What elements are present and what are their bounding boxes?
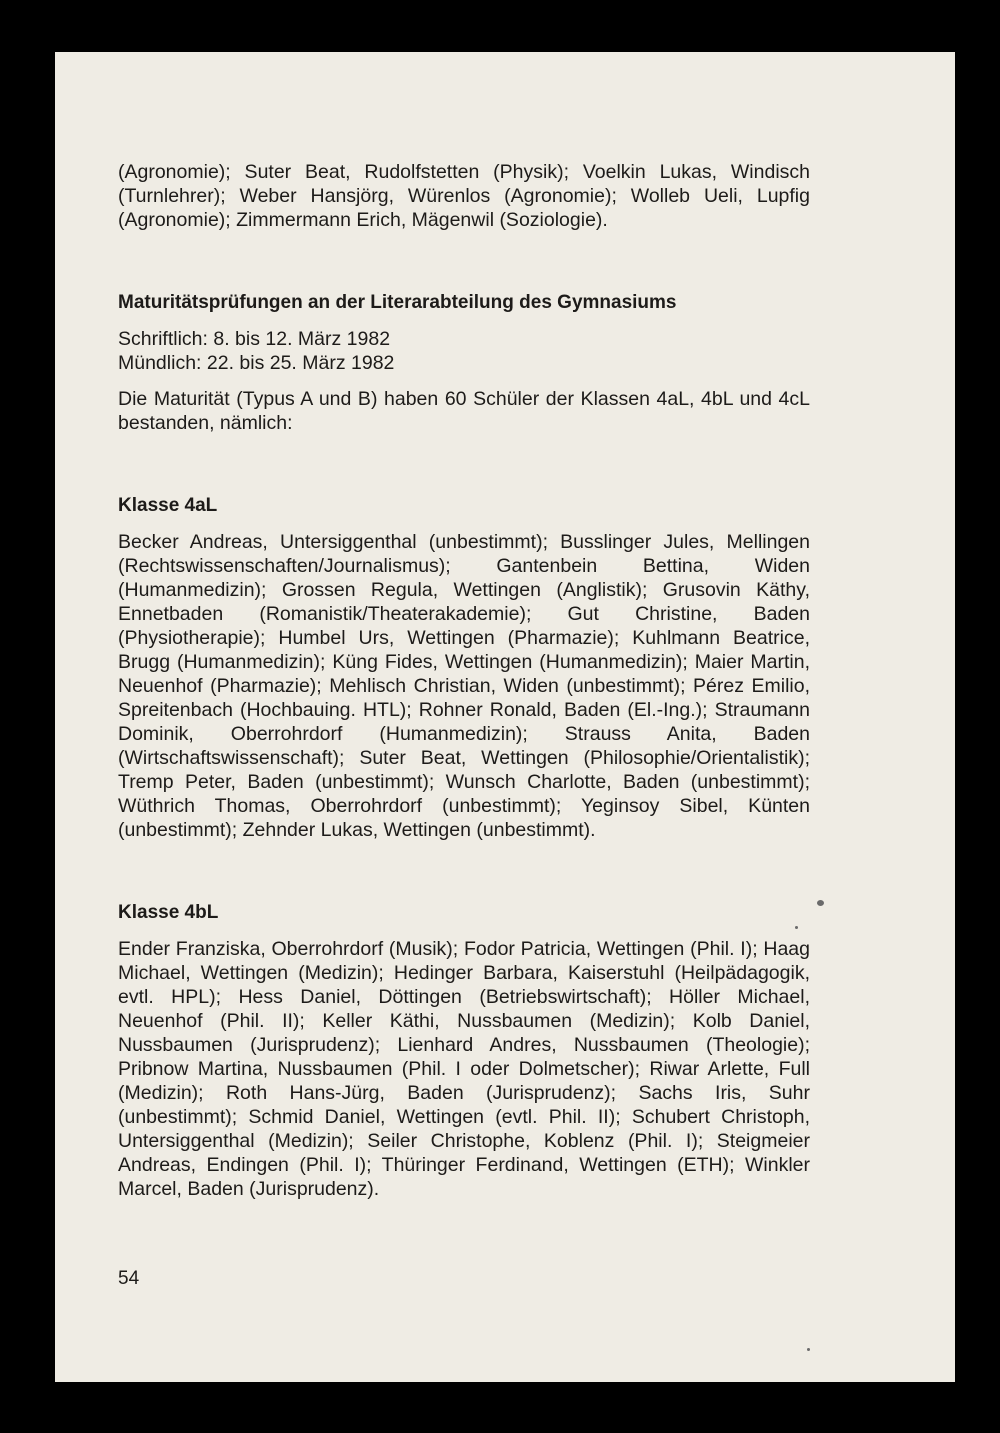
- class-4bl-list: Ender Franziska, Oberrohrdorf (Musik); Fodor Patricia, Wettingen (Phil. I); Haag Michael, Wettingen (Medizin); Hedinger Barbara, Kaiserstuhl (Heilpädagogik, evtl. HPL); Hess Daniel, Döttingen (Betriebswirtschaft); Höller Michael, Neuenhof (Phil. II); Keller Käthi, Nussbaumen (Medizin); Kolb Daniel, Nussbaumen (Jurisprudenz); Lienhard Andres, Nussbaumen (Theologie); Pribnow Martina, Nussbaumen (Phil. I oder Dolmetscher); Riwar Arlette, Full (Medizin); Roth Hans-Jürg, Baden (Jurisprudenz); Sachs Iris, Suhr (unbestimmt); Schmid Daniel, Wettingen (evtl. Phil. II); Schubert Christoph, Untersiggenthal (Medizin); Seiler Christophe, Koblenz (Phil. I); Steigmeier Andreas, Endingen (Phil. I); Thüringer Ferdinand, Wettingen (ETH); Winkler Marcel, Baden (Jurisprudenz).: [118, 938, 810, 1200]
- class-4al-heading: Klasse 4aL: [118, 495, 218, 516]
- page-number: 54: [118, 1268, 140, 1289]
- page-content: [118, 160, 810, 1201]
- class-4al-list: Becker Andreas, Untersiggenthal (unbestimmt); Busslinger Jules, Mellingen (Rechtswissenschaften/Journalismus); Gantenbein Bettina, Widen (Humanmedizin); Grossen Regula, Wettingen (Anglistik); Grusovin Käthy, Ennetbaden (Romanistik/Theaterakademie); Gut Christine, Baden (Physiotherapie); Humbel Urs, Wettingen (Pharmazie); Kuhlmann Beatrice, Brugg (Humanmedizin); Küng Fides, Wettingen (Humanmedizin); Maier Martin, Neuenhof (Pharmazie); Mehlisch Christian, Widen (unbestimmt); Pérez Emilio, Spreitenbach (Hochbauing. HTL); Rohner Ronald, Baden (El.-Ing.); Straumann Dominik, Oberrohrdorf (Humanmedizin); Strauss Anita, Baden (Wirtschaftswissenschaft); Suter Beat, Wettingen (Philosophie/Orientalistik); Tremp Peter, Baden (unbestimmt); Wunsch Charlotte, Baden (unbestimmt); Wüthrich Thomas, Oberrohrdorf (unbestimmt); Yeginsoy Sibel, Künten (unbestimmt); Zehnder Lukas, Wettingen (unbestimmt).: [118, 531, 810, 841]
- exam-dates: [118, 327, 810, 375]
- summary-paragraph: Die Maturität (Typus A und B) haben 60 Schüler der Klassen 4aL, 4bL und 4cL bestanden, nämlich:: [118, 388, 810, 434]
- dust-speck: [807, 1348, 810, 1351]
- class-4bl-heading: Klasse 4bL: [118, 902, 219, 923]
- dust-speck: [795, 926, 798, 929]
- oral-exam-date: Mündlich: 22. bis 25. März 1982: [118, 352, 395, 374]
- written-exam-date: Schriftlich: 8. bis 12. März 1982: [118, 328, 391, 350]
- document-page: [55, 52, 955, 1382]
- intro-paragraph: (Agronomie); Suter Beat, Rudolfstetten (Physik); Voelkin Lukas, Windisch (Turnlehrer); Weber Hansjörg, Würenlos (Agronomie); Wolleb Ueli, Lupfig (Agronomie); Zimmermann Erich, Mägenwil (Soziologie).: [118, 161, 810, 231]
- section-heading: Maturitätsprüfungen an der Literarabteilung des Gymnasiums: [118, 292, 677, 313]
- dust-speck: [817, 900, 824, 906]
